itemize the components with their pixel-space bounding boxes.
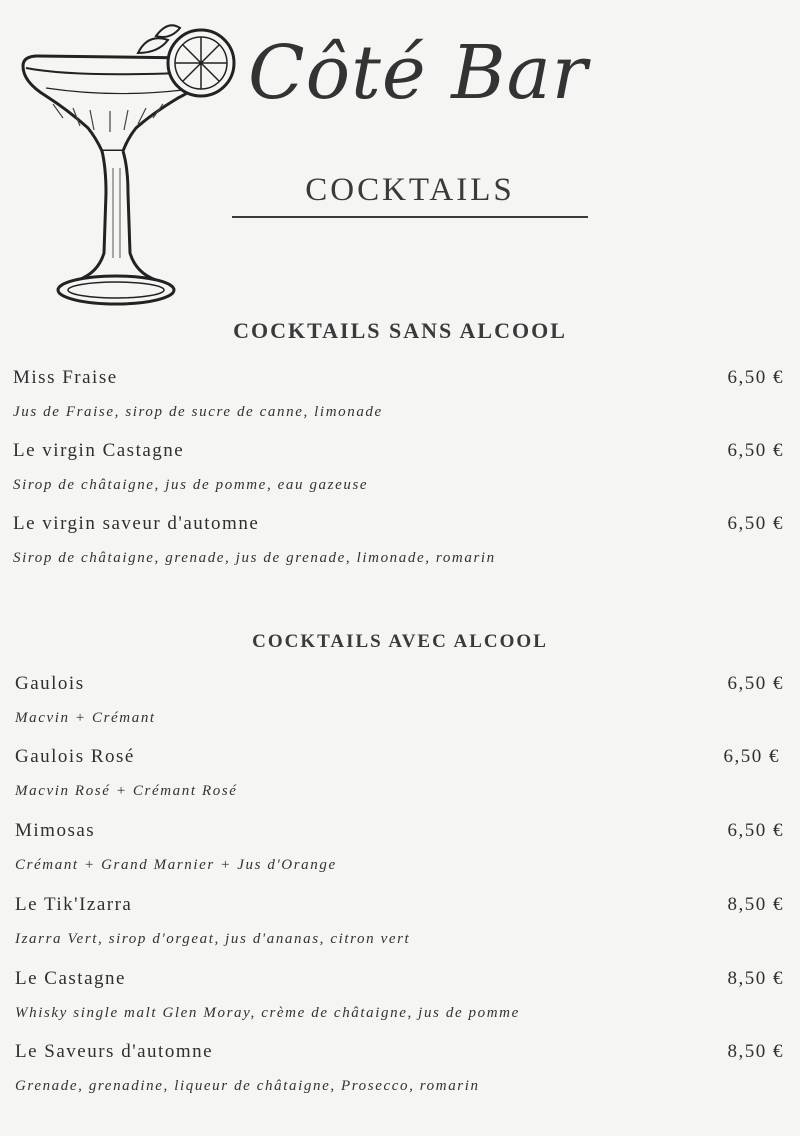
item-price: 6,50 € [727, 513, 784, 534]
brand-title: Côté Bar [248, 30, 589, 116]
menu-item [0, 820, 800, 890]
menu-item [0, 440, 800, 510]
item-price: 6,50 € [727, 820, 784, 841]
item-name: Le virgin Castagne [13, 440, 185, 461]
menu-item [0, 1041, 800, 1111]
menu-item [0, 894, 800, 964]
page-title: COCKTAILS [305, 172, 515, 208]
item-name: Mimosas [15, 820, 96, 841]
menu-item [0, 746, 800, 816]
item-description: Grenade, grenadine, liqueur de châtaigne, Prosecco, romarin [15, 1078, 480, 1094]
item-name: Miss Fraise [13, 367, 118, 388]
menu-item [0, 968, 800, 1038]
item-price: 6,50 € [727, 673, 784, 694]
item-description: Sirop de châtaigne, grenade, jus de grenade, limonade, romarin [13, 550, 496, 566]
item-price: 8,50 € [727, 1041, 784, 1062]
item-price: 6,50 € [727, 367, 784, 388]
item-description: Crémant + Grand Marnier + Jus d'Orange [15, 857, 337, 873]
section-title-avec-alcool: COCKTAILS AVEC ALCOOL [252, 631, 548, 652]
item-price: 6,50 € [727, 440, 784, 461]
section-title-sans-alcool: COCKTAILS SANS ALCOOL [233, 318, 567, 343]
menu-item [0, 673, 800, 743]
item-price: 6,50 € [723, 746, 780, 767]
item-name: Le Saveurs d'automne [15, 1041, 214, 1062]
cocktail-glass-icon [18, 18, 248, 313]
item-description: Macvin + Crémant [15, 710, 156, 726]
item-price: 8,50 € [727, 894, 784, 915]
menu-item [0, 513, 800, 583]
menu-item [0, 367, 800, 437]
item-name: Le Castagne [15, 968, 126, 989]
item-name: Gaulois [15, 673, 85, 694]
item-price: 8,50 € [727, 968, 784, 989]
item-description: Macvin Rosé + Crémant Rosé [15, 783, 238, 799]
item-name: Le virgin saveur d'automne [13, 513, 260, 534]
item-description: Jus de Fraise, sirop de sucre de canne, limonade [13, 404, 383, 420]
item-name: Gaulois Rosé [15, 746, 135, 767]
item-name: Le Tik'Izarra [15, 894, 133, 915]
item-description: Whisky single malt Glen Moray, crème de châtaigne, jus de pomme [15, 1005, 520, 1021]
item-description: Izarra Vert, sirop d'orgeat, jus d'ananas, citron vert [15, 931, 411, 947]
item-description: Sirop de châtaigne, jus de pomme, eau gazeuse [13, 477, 369, 493]
title-divider [232, 216, 588, 218]
